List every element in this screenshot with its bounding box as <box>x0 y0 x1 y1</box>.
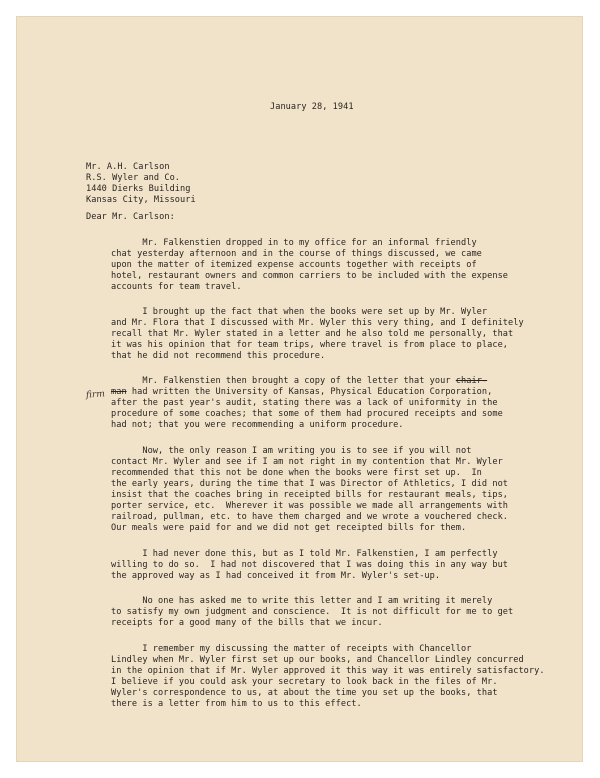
letter-page <box>16 16 583 762</box>
body-line: receipts for a good many of the bills that we incur. <box>111 618 383 628</box>
body-text: had written the University of Kansas, Physical Education Corporation, <box>131 387 493 397</box>
salutation: Dear Mr. Carlson: <box>86 212 175 222</box>
body-line: Lindley when Mr. Wyler first set up our books, and Chancellor Lindley concurred <box>111 655 524 665</box>
body-line: procedure of some coaches; that some of them had procured receipts and some <box>111 409 503 419</box>
body-line: I remember my discussing the matter of receipts with Chancellor <box>111 644 472 654</box>
body-line: and Mr. Flora that I discussed with Mr. Wyler this very thing, and I definitely <box>111 318 524 328</box>
body-line: it was his opinion that for team trips, where travel is from place to place, <box>111 340 509 350</box>
body-line <box>111 376 487 387</box>
recipient-street: 1440 Dierks Building <box>86 184 191 194</box>
body-line: willing to do so. I had not discovered that I was doing this in any way but <box>111 560 509 570</box>
struck-word: chair- <box>455 376 488 386</box>
body-line: I believe if you could ask your secretary to look back in the files of Mr. <box>111 677 498 687</box>
body-line: No one has asked me to write this letter and I am writing it merely <box>111 596 493 606</box>
body-line: the early years, during the time that I was Director of Athletics, I did not <box>111 479 509 489</box>
body-line: upon the matter of itemized expense accounts together with receipts of <box>111 260 477 270</box>
body-line: in the opinion that if Mr. Wyler approved it this way it was entirely satisfactory. <box>111 666 545 676</box>
body-line: railroad, pullman, etc. to have them charged and we wrote a vouchered check. <box>111 512 509 522</box>
body-line: after the past year's audit, stating there was a lack of uniformity in the <box>111 398 498 408</box>
body-line: Wyler's correspondence to us, at about the time you set up the books, that <box>111 688 498 698</box>
body-line: the approved way as I had conceived it from Mr. Wyler's set-up. <box>111 571 441 581</box>
body-line: I had never done this, but as I told Mr. Falkenstien, I am perfectly <box>111 549 498 559</box>
body-line: Mr. Falkenstien dropped in to my office for an informal friendly <box>111 238 477 248</box>
body-line: I brought up the fact that when the books were set up by Mr. Wyler <box>111 307 488 317</box>
body-line: had not; that you were recommending a uniform procedure. <box>111 420 404 430</box>
letter-date: January 28, 1941 <box>270 102 354 112</box>
body-line: that he did not recommend this procedure. <box>111 351 326 361</box>
handwritten-annotation: firm <box>85 389 106 401</box>
body-line: there is a letter from him to us to this effect. <box>111 699 362 709</box>
recipient-name: Mr. A.H. Carlson <box>86 162 170 172</box>
body-line: chat yesterday afternoon and in the course of things discussed, we came <box>111 249 482 259</box>
body-line: accounts for team travel. <box>111 282 242 292</box>
recipient-city: Kansas City, Missouri <box>86 195 196 205</box>
body-text: Mr. Falkenstien then brought a copy of the letter that your <box>111 376 451 386</box>
body-line <box>111 387 492 398</box>
body-line: Now, the only reason I am writing you is to see if you will not <box>111 446 472 456</box>
struck-word: man <box>111 387 127 397</box>
body-line: recall that Mr. Wyler stated in a letter and he also told me personally, that <box>111 329 514 339</box>
recipient-company: R.S. Wyler and Co. <box>86 173 181 183</box>
body-line: hotel, restaurant owners and common carriers to be included with the expense <box>111 271 509 281</box>
body-line: recommended that this not be done when the books were first set up. In <box>111 468 482 478</box>
body-line: to satisfy my own judgment and conscience. It is not difficult for me to get <box>111 607 514 617</box>
body-line: contact Mr. Wyler and see if I am not right in my contention that Mr. Wyler <box>111 457 503 467</box>
body-line: insist that the coaches bring in receipted bills for restaurant meals, tips, <box>111 490 509 500</box>
body-line: porter service, etc. Wherever it was possible we made all arrangements with <box>111 501 509 511</box>
body-line: Our meals were paid for and we did not get receipted bills for them. <box>111 523 467 533</box>
